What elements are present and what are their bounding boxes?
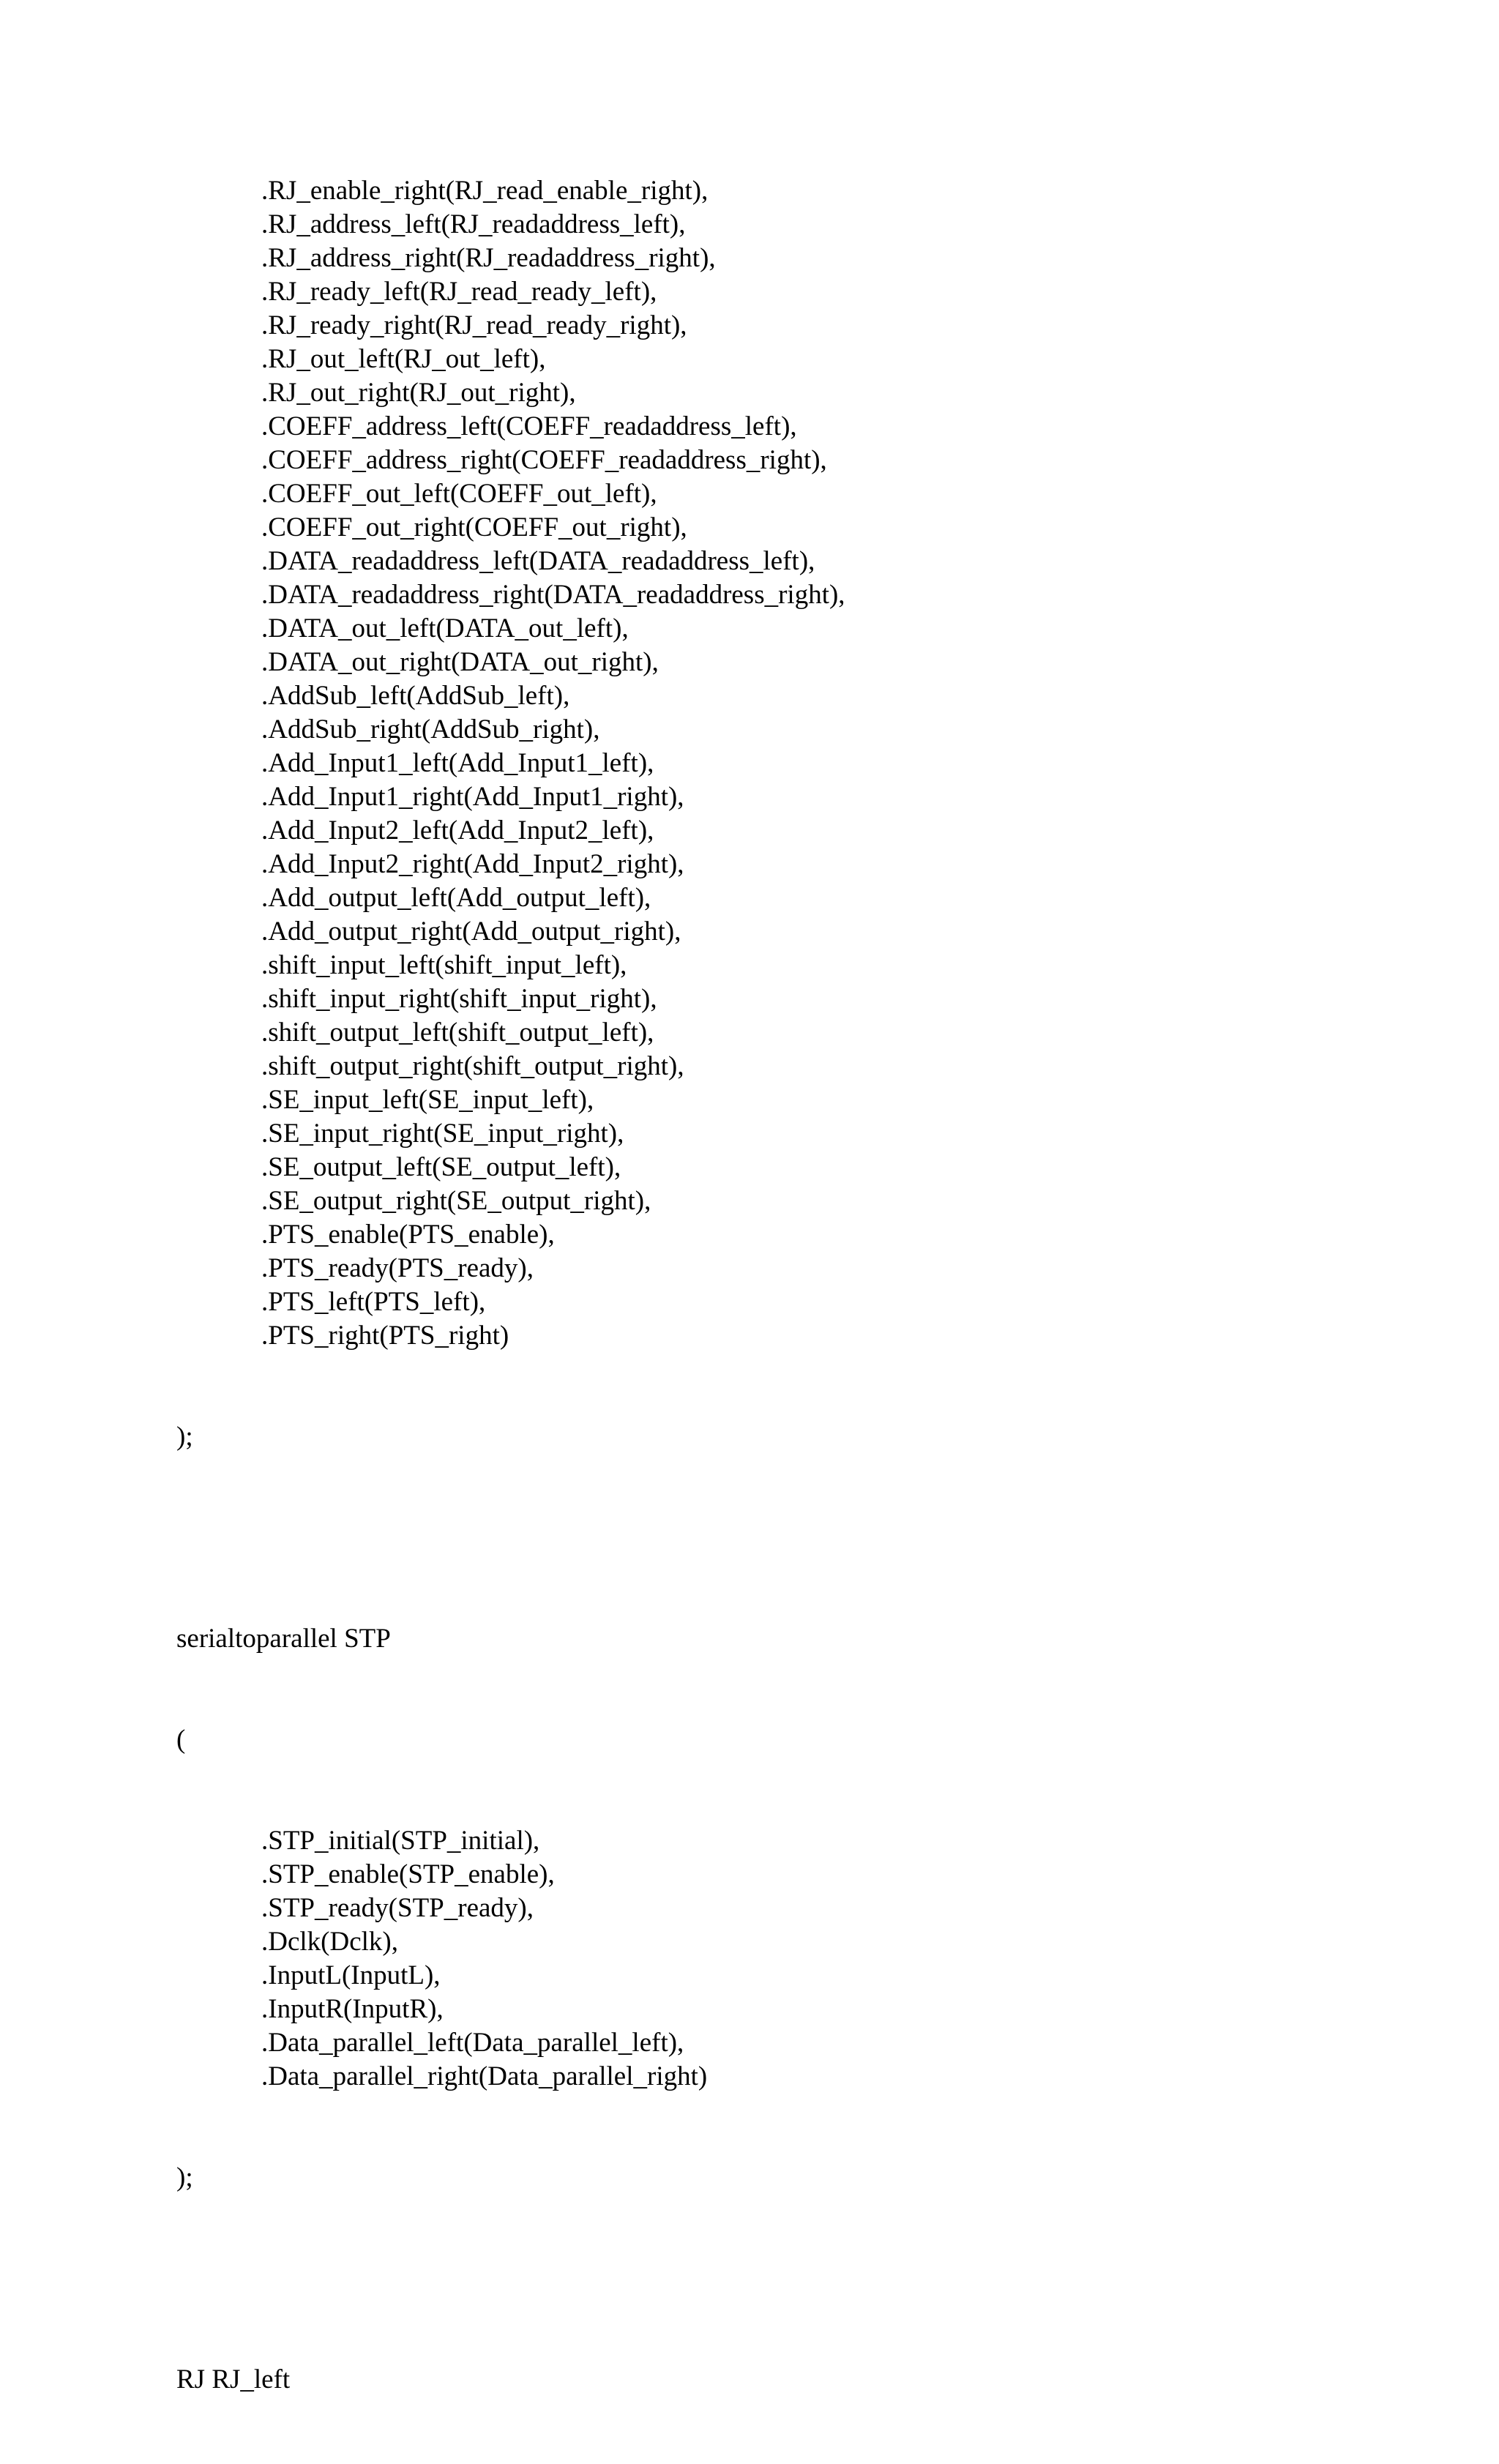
port-connection-line: .SE_output_left(SE_output_left), — [261, 1152, 621, 1182]
port-connection-line: .AddSub_left(AddSub_left), — [261, 681, 570, 711]
port-connection-line: .DATA_out_right(DATA_out_right), — [261, 647, 659, 677]
module-port-list — [176, 174, 1421, 1353]
stp-port-connection-line: .Dclk(Dclk), — [261, 1927, 398, 1957]
stp-port-list — [176, 1824, 1421, 2094]
port-connection-line: .AddSub_right(AddSub_right), — [261, 714, 600, 744]
stp-open-paren: ( — [176, 1725, 186, 1755]
port-connection-line: .RJ_out_left(RJ_out_left), — [261, 344, 546, 374]
blank-line — [176, 1521, 1421, 1555]
port-connection-line: .RJ_ready_left(RJ_read_ready_left), — [261, 277, 657, 307]
stp-instance-header: serialtoparallel STP — [176, 1624, 391, 1654]
port-connection-line: .RJ_address_right(RJ_readaddress_right), — [261, 243, 716, 273]
port-connection-line: .COEFF_address_right(COEFF_readaddress_right), — [261, 445, 827, 475]
stp-port-connection-line: .Data_parallel_right(Data_parallel_right) — [261, 2061, 708, 2091]
port-connection-line: .Add_Input1_right(Add_Input1_right), — [261, 782, 684, 812]
port-connection-line: .PTS_left(PTS_left), — [261, 1287, 486, 1317]
port-connection-line: .RJ_enable_right(RJ_read_enable_right), — [261, 176, 709, 206]
port-connection-line: .DATA_readaddress_right(DATA_readaddress_right), — [261, 580, 845, 610]
port-connection-line: .PTS_right(PTS_right) — [261, 1321, 509, 1351]
port-connection-line: .PTS_ready(PTS_ready), — [261, 1253, 534, 1283]
port-connection-line: .PTS_enable(PTS_enable), — [261, 1220, 555, 1250]
port-connection-line: .DATA_out_left(DATA_out_left), — [261, 613, 629, 643]
port-connection-line: .COEFF_out_right(COEFF_out_right), — [261, 512, 687, 542]
port-connection-line: .SE_input_right(SE_input_right), — [261, 1119, 624, 1149]
stp-port-connection-line: .Data_parallel_left(Data_parallel_left), — [261, 2028, 684, 2058]
rj-instance-header: RJ RJ_left — [176, 2364, 291, 2394]
port-connection-line: .Add_Input2_right(Add_Input2_right), — [261, 849, 684, 879]
port-connection-line: .RJ_address_left(RJ_readaddress_left), — [261, 209, 686, 239]
port-connection-line: .shift_input_right(shift_input_right), — [261, 984, 657, 1014]
port-connection-line: .Add_output_right(Add_output_right), — [261, 916, 681, 947]
port-connection-line: .SE_input_left(SE_input_left), — [261, 1085, 594, 1115]
port-connection-line: .shift_input_left(shift_input_left), — [261, 950, 627, 980]
port-connection-line: .COEFF_out_left(COEFF_out_left), — [261, 479, 657, 509]
port-connection-line: .SE_output_right(SE_output_right), — [261, 1186, 651, 1216]
port-connection-line: .COEFF_address_left(COEFF_readaddress_left), — [261, 411, 797, 441]
port-connection-line: .shift_output_right(shift_output_right), — [261, 1051, 684, 1081]
stp-close-paren: ); — [176, 2162, 193, 2192]
stp-port-connection-line: .InputL(InputL), — [261, 1960, 441, 1990]
module-close-paren: ); — [176, 1422, 193, 1452]
stp-port-connection-line: .STP_initial(STP_initial), — [261, 1826, 540, 1856]
stp-port-connection-line: .InputR(InputR), — [261, 1994, 444, 2024]
port-connection-line: .shift_output_left(shift_output_left), — [261, 1018, 654, 1048]
stp-port-connection-line: .STP_enable(STP_enable), — [261, 1859, 555, 1889]
port-connection-line: .RJ_out_right(RJ_out_right), — [261, 378, 576, 408]
stp-port-connection-line: .STP_ready(STP_ready), — [261, 1893, 534, 1923]
blank-line — [176, 2262, 1421, 2296]
port-connection-line: .Add_Input1_left(Add_Input1_left), — [261, 748, 654, 778]
code-listing — [176, 107, 1421, 2464]
port-connection-line: .RJ_ready_right(RJ_read_ready_right), — [261, 310, 687, 340]
port-connection-line: .Add_Input2_left(Add_Input2_left), — [261, 815, 654, 845]
port-connection-line: .DATA_readaddress_left(DATA_readaddress_left), — [261, 546, 815, 576]
port-connection-line: .Add_output_left(Add_output_left), — [261, 883, 651, 913]
